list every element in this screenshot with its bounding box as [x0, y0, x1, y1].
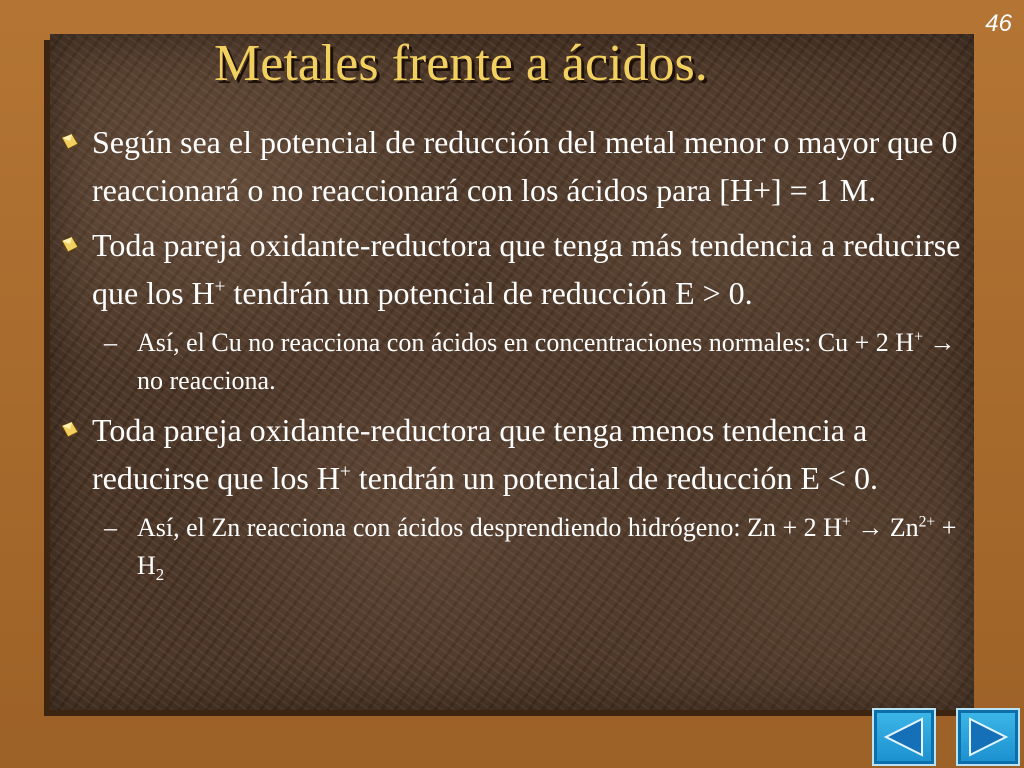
slide-number: 46 — [985, 10, 1012, 37]
bullet-text: Según sea el potencial de reducción del metal menor o mayor que 0 reaccionará o no reaccionará con los ácidos para [H+] = 1 M. — [92, 124, 958, 208]
triangle-left-icon — [882, 716, 926, 758]
sub-item — [60, 324, 970, 400]
sub-item — [60, 509, 970, 585]
slide-content — [60, 118, 970, 591]
next-slide-button[interactable] — [956, 708, 1020, 766]
bullet-marker-icon — [60, 420, 80, 440]
slide-title: Metales frente a ácidos. — [214, 35, 708, 92]
bullet-item — [60, 221, 970, 317]
bullet-marker-icon — [60, 235, 80, 255]
bullet-text: Toda pareja oxidante-reductora que tenga menos tendencia a reducirse que los H+ tendrán un potencial de reducción E < 0. — [92, 412, 878, 496]
bullet-item — [60, 406, 970, 502]
bullet-marker-icon — [60, 132, 80, 152]
bullet-text: Toda pareja oxidante-reductora que tenga más tendencia a reducirse que los H+ tendrán un potencial de reducción E > 0. — [92, 227, 961, 311]
bullet-item — [60, 118, 970, 214]
triangle-right-icon — [966, 716, 1010, 758]
sub-dash: – — [104, 328, 117, 357]
previous-slide-button[interactable] — [872, 708, 936, 766]
sub-dash: – — [104, 513, 117, 542]
sub-text: Así, el Zn reacciona con ácidos desprendiendo hidrógeno: Zn + 2 $H^+ \to Zn^{2+} + H_2$ — [137, 513, 957, 585]
sub-text: Así, el Cu no reacciona con ácidos en concentraciones normales: Cu + 2 H+ → no reacciona. — [137, 328, 956, 395]
